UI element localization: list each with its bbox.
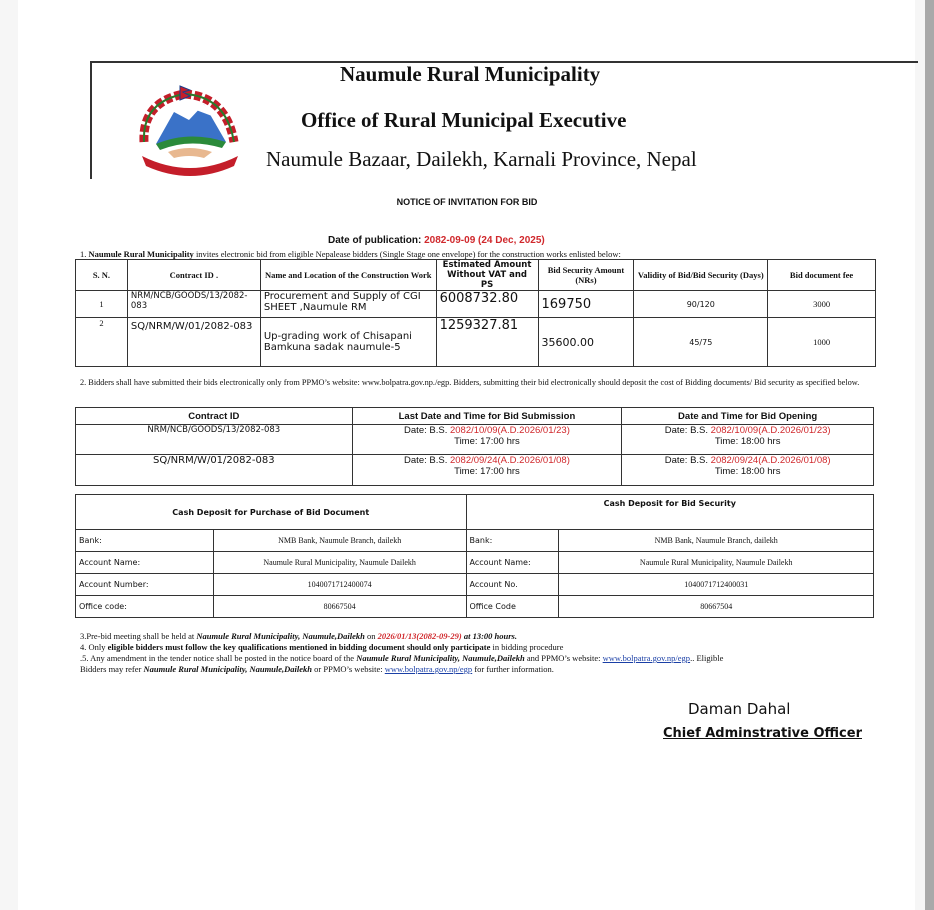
col-submission: Last Date and Time for Bid Submission — [352, 408, 622, 425]
ppmo-link[interactable]: www.bolpatra.gov.np/egp — [602, 653, 691, 663]
submission-date: 2082/10/09(A.D.2026/01/23) — [449, 425, 570, 436]
col-validity: Validity of Bid/Bid Security (Days) — [634, 260, 768, 291]
table-row — [76, 455, 874, 486]
col-estimate: Estimated Amount Without VAT and PS — [436, 260, 538, 291]
works-table-header — [76, 260, 876, 291]
submission-date: 2082/09/24(A.D.2026/01/08) — [449, 455, 570, 466]
intro-number: 1. — [80, 249, 89, 259]
deposit-table-header — [76, 495, 874, 530]
cell-sn: 2 — [76, 318, 128, 367]
submission-paragraph: 2. Bidders shall have submitted their bids electronically only from PPMO’s website: www.bolpatra.gov.np./egp. Bidders, submitting their bid electronically should deposit the cost of Bidding documents/ Bid security as specified below. — [80, 378, 860, 387]
right-label: Account Name: — [466, 552, 559, 574]
left-label: Account Name: — [76, 552, 214, 574]
date-prefix: Date: B.S. — [404, 455, 450, 466]
cell-fee: 1000 — [768, 318, 876, 367]
note-text: in bidding procedure — [490, 642, 564, 652]
intro-org: Naumule Rural Municipality — [88, 249, 194, 259]
right-value: 80667504 — [559, 596, 874, 618]
cell-estimate: 1259327.81 — [436, 318, 538, 367]
note-bold: eligible bidders must follow the key qualifications mentioned in bidding document should only participate — [107, 642, 491, 652]
right-label: Office Code — [466, 596, 559, 618]
note-5 — [80, 653, 723, 664]
cell-fee: 3000 — [768, 291, 876, 318]
opening-date: 2082/10/09(A.D.2026/01/23) — [710, 425, 831, 436]
cell-estimate: 6008732.80 — [436, 291, 538, 318]
col-fee: Bid document fee — [768, 260, 876, 291]
note-place: Naumule Rural Municipality, Naumule,Dailekh — [196, 631, 365, 641]
cell-contract-id: SQ/NRM/W/01/2082-083 — [76, 455, 353, 486]
scrollbar-thumb[interactable] — [925, 0, 934, 910]
table-row — [76, 574, 874, 596]
col-contract-id: Contract ID . — [127, 260, 260, 291]
col-work: Name and Location of the Construction Work — [260, 260, 436, 291]
bid-security-deposit-title: Cash Deposit for Bid Security — [466, 495, 874, 530]
cell-security: 35600.00 — [538, 318, 634, 367]
table-row — [76, 318, 876, 367]
submission-time: Time: 17:00 hrs — [454, 436, 520, 447]
deposit-table — [75, 494, 874, 618]
table-row — [76, 291, 876, 318]
table-row — [76, 425, 874, 455]
table-row — [76, 596, 874, 618]
note-text: .. Eligible — [690, 653, 724, 663]
cell-validity: 45/75 — [634, 318, 768, 367]
cell-submission — [352, 425, 622, 455]
note-text: Bidders may refer — [80, 664, 144, 674]
cell-sn: 1 — [76, 291, 128, 318]
cell-opening — [622, 425, 874, 455]
col-contract-id: Contract ID — [76, 408, 353, 425]
submission-time: Time: 17:00 hrs — [454, 466, 520, 477]
note-text: 3.Pre-bid meeting shall be held at — [80, 631, 197, 641]
cell-opening — [622, 455, 874, 486]
note-3 — [80, 631, 723, 642]
left-label: Office code: — [76, 596, 214, 618]
cell-submission — [352, 455, 622, 486]
publication-date — [328, 235, 545, 246]
publication-label: Date of publication: — [328, 235, 425, 246]
ppmo-link[interactable]: www.bolpatra.gov.np/egp — [384, 664, 473, 674]
cell-contract-id: NRM/NCB/GOODS/13/2082-083 — [76, 425, 353, 455]
org-address: Naumule Bazaar, Dailekh, Karnali Province, Nepal — [266, 147, 697, 171]
note-text: on — [364, 631, 378, 641]
right-value: Naumule Rural Municipality, Naumule Dailekh — [559, 552, 874, 574]
note-place: Naumule Rural Municipality, Naumule,Dailekh — [143, 664, 313, 674]
left-value: Naumule Rural Municipality, Naumule Dailekh — [213, 552, 466, 574]
note-text: 4. Only — [80, 642, 108, 652]
notes-section — [80, 631, 723, 675]
pre-bid-time: at 13:00 hours. — [461, 631, 517, 641]
col-security: Bid Security Amount (NRs) — [538, 260, 634, 291]
works-table — [75, 259, 876, 367]
note-text: for further information. — [472, 664, 554, 674]
nepal-coat-of-arms-icon — [134, 82, 246, 182]
pre-bid-date: 2026/01/13(2082-09-29) — [377, 631, 462, 641]
office-name: Office of Rural Municipal Executive — [301, 108, 627, 132]
left-value: NMB Bank, Naumule Branch, dailekh — [213, 530, 466, 552]
intro-text: invites electronic bid from eligible Nepalease bidders (Single Stage one envelope) for the construction works enlisted below: — [193, 249, 621, 259]
right-value: NMB Bank, Naumule Branch, dailekh — [559, 530, 874, 552]
cell-contract-id: NRM/NCB/GOODS/13/2082-083 — [127, 291, 260, 318]
table-row — [76, 552, 874, 574]
opening-time: Time: 18:00 hrs — [714, 436, 781, 447]
cell-validity: 90/120 — [634, 291, 768, 318]
cell-work: Procurement and Supply of CGI SHEET ,Naumule RM — [260, 291, 436, 318]
publication-date-value: 2082-09-09 (24 Dec, 2025) — [424, 235, 545, 246]
right-label: Bank: — [466, 530, 559, 552]
right-label: Account No. — [466, 574, 559, 596]
date-prefix: Date: B.S. — [404, 425, 450, 436]
note-5-cont — [80, 664, 723, 675]
signatory-name: Daman Dahal — [688, 700, 791, 718]
cell-security: 169750 — [538, 291, 634, 318]
opening-time: Time: 18:00 hrs — [714, 466, 781, 477]
cell-contract-id: SQ/NRM/W/01/2082-083 — [127, 318, 260, 367]
note-text: and PPMO’s website: — [524, 653, 603, 663]
opening-date: 2082/09/24(A.D.2026/01/08) — [710, 455, 831, 466]
note-text: or PPMO’s website: — [312, 664, 385, 674]
col-opening: Date and Time for Bid Opening — [622, 408, 874, 425]
left-label: Account Number: — [76, 574, 214, 596]
schedule-table — [75, 407, 874, 486]
right-value: 1040071712400031 — [559, 574, 874, 596]
notice-title: NOTICE OF INVITATION FOR BID — [396, 197, 538, 207]
date-prefix: Date: B.S. — [664, 455, 711, 466]
note-4 — [80, 642, 723, 653]
date-prefix: Date: B.S. — [664, 425, 711, 436]
col-sn: S. N. — [76, 260, 128, 291]
left-value: 1040071712400074 — [213, 574, 466, 596]
bid-document-deposit-title: Cash Deposit for Purchase of Bid Document — [76, 495, 467, 530]
cell-work: Up-grading work of Chisapani Bamkuna sadak naumule-5 — [260, 318, 436, 367]
signatory-title: Chief Adminstrative Officer — [663, 726, 862, 741]
note-place: Naumule Rural Municipality, Naumule,Dailekh — [356, 653, 525, 663]
left-value: 80667504 — [213, 596, 466, 618]
table-row — [76, 530, 874, 552]
schedule-table-header — [76, 408, 874, 425]
org-name: Naumule Rural Municipality — [340, 62, 601, 86]
intro-paragraph — [80, 249, 621, 259]
left-label: Bank: — [76, 530, 214, 552]
note-text: .5. Any amendment in the tender notice shall be posted in the notice board of the — [80, 653, 357, 663]
